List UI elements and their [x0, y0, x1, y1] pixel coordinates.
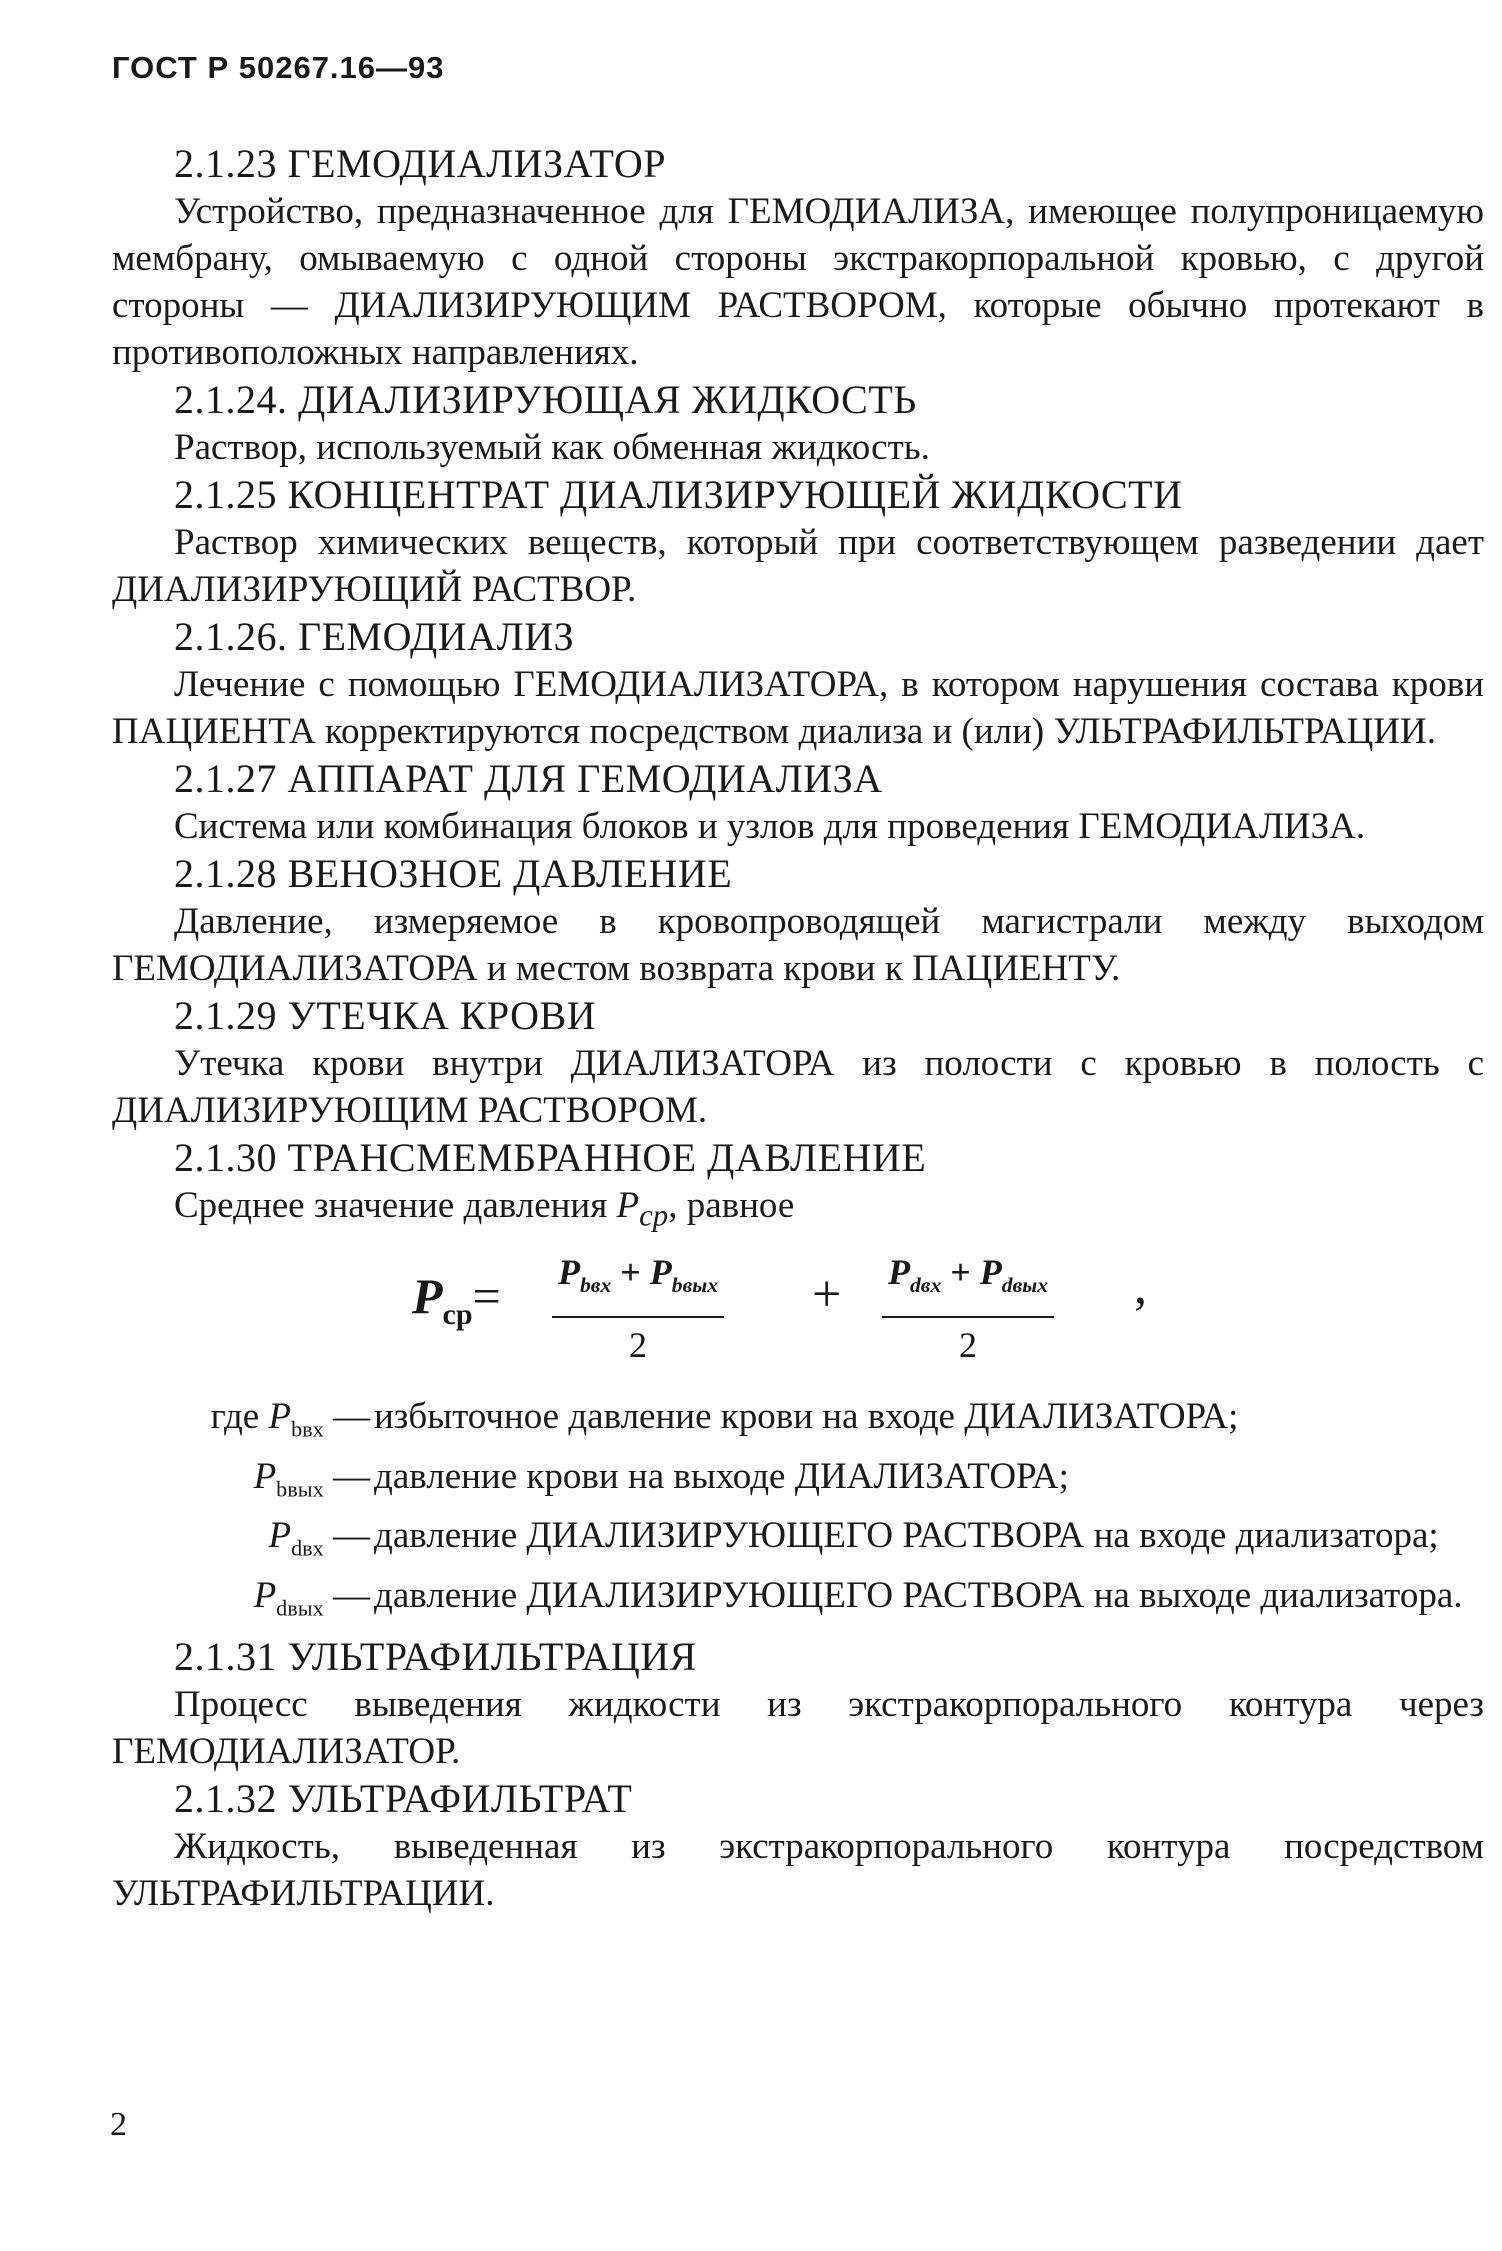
formula-comma: ,	[1134, 1258, 1147, 1316]
section-2-1-31	[112, 1633, 1484, 1775]
term-heading: 2.1.32 УЛЬТРАФИЛЬТРАТ	[174, 1775, 633, 1821]
section-2-1-30	[112, 1134, 1484, 1631]
formula-lhs: $P_{ср}=$	[412, 1268, 501, 1332]
term-definition: Жидкость, выведенная из экстракорпорального контура посредством УЛЬТРАФИЛЬТРАЦИИ.	[112, 1825, 1484, 1914]
term-heading: 2.1.24. ДИАЛИЗИРУЮЩАЯ ЖИДКОСТЬ	[174, 377, 917, 422]
formula-plus: +	[812, 1266, 842, 1324]
section-2-1-25	[112, 471, 1484, 613]
formula-legend	[112, 1393, 1484, 1631]
term-heading: 2.1.27 АППАРАТ ДЛЯ ГЕМОДИАЛИЗА	[174, 756, 883, 801]
term-heading: 2.1.25 КОНЦЕНТРАТ ДИАЛИЗИРУЮЩЕЙ ЖИДКОСТИ	[174, 472, 1183, 517]
document-body	[112, 140, 1484, 1917]
term-definition: Раствор химических веществ, который при соответствующем разведении дает ДИАЛИЗИРУЮЩИЙ РАСТВОР.	[112, 522, 1484, 610]
page-number: 2	[110, 2106, 127, 2143]
transmembrane-pressure-formula	[112, 1243, 1484, 1363]
section-2-1-23	[112, 140, 1484, 376]
term-heading: 2.1.31 УЛЬТРАФИЛЬТРАЦИЯ	[174, 1633, 697, 1679]
term-definition: Раствор, используемый как обменная жидкость.	[174, 427, 930, 468]
term-definition: Процесс выведения жидкости из экстракорпорального контура через ГЕМОДИАЛИЗАТОР.	[112, 1683, 1484, 1772]
term-definition: Устройство, предназначенное для ГЕМОДИАЛИЗА, имеющее полупроницаемую мембрану, омываемую с одной стороны экстракорпоральной кровью, с другой стороны — ДИАЛИЗИРУЮЩИМ РАСТВОРОМ, которые обычно протекают в противоположных направлениях.	[112, 191, 1484, 373]
legend-row: $P_{bвых}$ — давление крови на выходе ДИАЛИЗАТОРА;	[253, 1455, 1069, 1502]
formula-intro: Среднее значение давления $P_{ср}$, равное	[174, 1185, 795, 1233]
term-heading: 2.1.28 ВЕНОЗНОЕ ДАВЛЕНИЕ	[174, 851, 733, 896]
legend-row: $P_{dвых}$ — давление ДИАЛИЗИРУЮЩЕГО РАСТВОРА на выходе диализатора.	[253, 1574, 1463, 1620]
section-2-1-28	[112, 850, 1484, 992]
term-definition: Давление, измеряемое в кровопроводящей магистрали между выходом ГЕМОДИАЛИЗАТОРА и местом возврата крови к ПАЦИЕНТУ.	[112, 901, 1484, 989]
term-heading: 2.1.30 ТРАНСМЕМБРАННОЕ ДАВЛЕНИЕ	[174, 1135, 927, 1180]
section-2-1-26	[112, 613, 1484, 755]
section-2-1-24	[112, 376, 1484, 471]
term-definition: Система или комбинация блоков и узлов для проведения ГЕМОДИАЛИЗА.	[174, 806, 1366, 847]
blood-pressure-fraction: $P_{bвх} + P_{bвых}$ 2	[552, 1249, 724, 1368]
legend-row: $P_{dвх}$ — давление ДИАЛИЗИРУЮЩЕГО РАСТВОРА на входе диализатора;	[268, 1515, 1439, 1561]
term-definition: Лечение с помощью ГЕМОДИАЛИЗАТОРА, в котором нарушения состава крови ПАЦИЕНТА корректируются посредством диализа и (или) УЛЬТРАФИЛЬТРАЦИИ.	[112, 664, 1484, 752]
legend-row: где $P_{bвх}$ — избыточное давление крови на входе ДИАЛИЗАТОРА;	[210, 1396, 1239, 1442]
section-2-1-27	[112, 755, 1484, 850]
dialysate-pressure-fraction: $P_{dвх} + P_{dвых}$ 2	[882, 1249, 1054, 1368]
term-definition: Утечка крови внутри ДИАЛИЗАТОРА из полости с кровью в полость с ДИАЛИЗИРУЮЩИМ РАСТВОРОМ.	[112, 1043, 1484, 1131]
section-2-1-32	[112, 1775, 1484, 1917]
term-heading: 2.1.26. ГЕМОДИАЛИЗ	[174, 614, 575, 659]
section-2-1-29	[112, 992, 1484, 1134]
term-heading: 2.1.29 УТЕЧКА КРОВИ	[174, 993, 597, 1038]
document-header: ГОСТ Р 50267.16—93	[112, 50, 445, 85]
term-heading: 2.1.23 ГЕМОДИАЛИЗАТОР	[174, 141, 667, 186]
